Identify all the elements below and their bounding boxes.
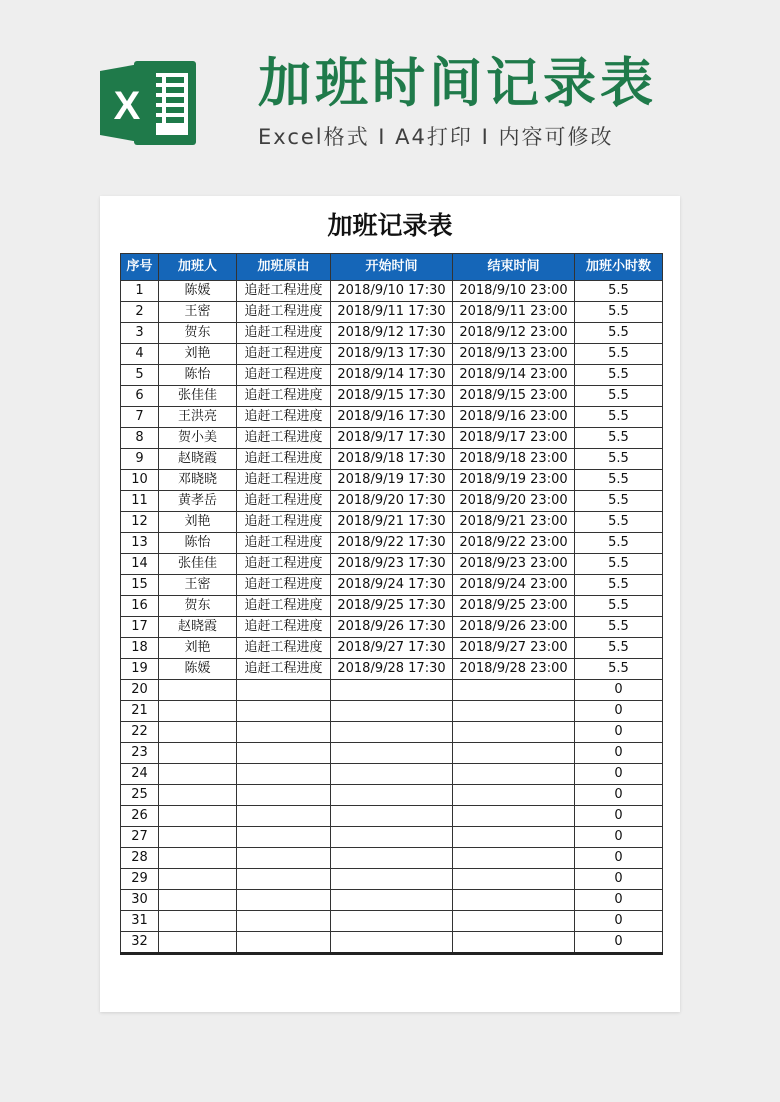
cell-hours[interactable]: 5.5 — [575, 533, 663, 554]
table-row — [121, 554, 663, 575]
cell-start-time[interactable]: 2018/9/15 17:30 — [331, 386, 453, 407]
table-row — [121, 302, 663, 323]
cell-reason[interactable]: 追赶工程进度 — [237, 596, 331, 617]
table-row — [121, 596, 663, 617]
table-row — [121, 680, 663, 701]
cell-index[interactable]: 32 — [121, 932, 159, 954]
cell-index[interactable]: 11 — [121, 491, 159, 512]
table-row — [121, 428, 663, 449]
cell-reason[interactable] — [237, 785, 331, 806]
cell-person[interactable]: 王洪亮 — [159, 407, 237, 428]
cell-start-time[interactable]: 2018/9/22 17:30 — [331, 533, 453, 554]
cell-index[interactable]: 22 — [121, 722, 159, 743]
cell-index[interactable]: 27 — [121, 827, 159, 848]
cell-person[interactable] — [159, 890, 237, 911]
cell-person[interactable]: 贺东 — [159, 596, 237, 617]
cell-end-time[interactable]: 2018/9/13 23:00 — [453, 344, 575, 365]
cell-end-time[interactable]: 2018/9/19 23:00 — [453, 470, 575, 491]
cell-end-time[interactable] — [453, 932, 575, 954]
cell-hours[interactable]: 5.5 — [575, 638, 663, 659]
cell-start-time[interactable]: 2018/9/18 17:30 — [331, 449, 453, 470]
cell-person[interactable]: 赵晓霞 — [159, 449, 237, 470]
cell-hours[interactable]: 5.5 — [575, 407, 663, 428]
cell-index[interactable]: 28 — [121, 848, 159, 869]
cell-person[interactable]: 赵晓霞 — [159, 617, 237, 638]
table-row — [121, 638, 663, 659]
cell-index[interactable]: 23 — [121, 743, 159, 764]
cell-end-time[interactable]: 2018/9/10 23:00 — [453, 281, 575, 302]
cell-person[interactable]: 陈媛 — [159, 281, 237, 302]
table-row — [121, 932, 663, 954]
cell-hours[interactable]: 0 — [575, 680, 663, 701]
cell-index[interactable]: 16 — [121, 596, 159, 617]
table-row — [121, 407, 663, 428]
cell-hours[interactable]: 5.5 — [575, 428, 663, 449]
table-row — [121, 365, 663, 386]
cell-reason[interactable]: 追赶工程进度 — [237, 491, 331, 512]
cell-end-time[interactable]: 2018/9/23 23:00 — [453, 554, 575, 575]
cell-person[interactable]: 陈怡 — [159, 365, 237, 386]
cell-reason[interactable]: 追赶工程进度 — [237, 344, 331, 365]
cell-reason[interactable] — [237, 911, 331, 932]
cell-index[interactable]: 31 — [121, 911, 159, 932]
cell-hours[interactable]: 0 — [575, 932, 663, 954]
cell-person[interactable] — [159, 680, 237, 701]
cell-end-time[interactable]: 2018/9/16 23:00 — [453, 407, 575, 428]
cell-person[interactable]: 王密 — [159, 575, 237, 596]
cell-end-time[interactable]: 2018/9/22 23:00 — [453, 533, 575, 554]
cell-hours[interactable]: 5.5 — [575, 302, 663, 323]
cell-index[interactable]: 24 — [121, 764, 159, 785]
page-title: 加班时间记录表 — [258, 53, 657, 114]
cell-person[interactable] — [159, 911, 237, 932]
cell-end-time[interactable]: 2018/9/20 23:00 — [453, 491, 575, 512]
cell-hours[interactable]: 0 — [575, 764, 663, 785]
cell-start-time[interactable] — [331, 911, 453, 932]
cell-end-time[interactable]: 2018/9/21 23:00 — [453, 512, 575, 533]
cell-end-time[interactable]: 2018/9/17 23:00 — [453, 428, 575, 449]
cell-person[interactable]: 黄孝岳 — [159, 491, 237, 512]
cell-index[interactable]: 14 — [121, 554, 159, 575]
cell-start-time[interactable]: 2018/9/26 17:30 — [331, 617, 453, 638]
cell-hours[interactable]: 5.5 — [575, 344, 663, 365]
cell-hours[interactable]: 5.5 — [575, 323, 663, 344]
cell-end-time[interactable]: 2018/9/27 23:00 — [453, 638, 575, 659]
cell-person[interactable]: 张佳佳 — [159, 386, 237, 407]
cell-hours[interactable]: 5.5 — [575, 281, 663, 302]
cell-end-time[interactable]: 2018/9/25 23:00 — [453, 596, 575, 617]
cell-person[interactable] — [159, 722, 237, 743]
cell-hours[interactable]: 5.5 — [575, 512, 663, 533]
cell-end-time[interactable] — [453, 764, 575, 785]
cell-start-time[interactable] — [331, 932, 453, 954]
table-row — [121, 470, 663, 491]
cell-reason[interactable]: 追赶工程进度 — [237, 575, 331, 596]
cell-end-time[interactable] — [453, 848, 575, 869]
column-header-hours[interactable]: 加班小时数 — [575, 254, 663, 281]
cell-reason[interactable]: 追赶工程进度 — [237, 302, 331, 323]
cell-person[interactable]: 王密 — [159, 302, 237, 323]
cell-index[interactable]: 8 — [121, 428, 159, 449]
cell-hours[interactable]: 0 — [575, 869, 663, 890]
table-row — [121, 617, 663, 638]
cell-hours[interactable]: 5.5 — [575, 365, 663, 386]
cell-end-time[interactable] — [453, 785, 575, 806]
cell-start-time[interactable] — [331, 890, 453, 911]
cell-hours[interactable]: 5.5 — [575, 554, 663, 575]
cell-end-time[interactable]: 2018/9/28 23:00 — [453, 659, 575, 680]
cell-hours[interactable]: 0 — [575, 911, 663, 932]
cell-end-time[interactable]: 2018/9/24 23:00 — [453, 575, 575, 596]
table-row — [121, 806, 663, 827]
cell-person[interactable]: 贺东 — [159, 323, 237, 344]
cell-hours[interactable]: 0 — [575, 848, 663, 869]
table-row — [121, 848, 663, 869]
cell-reason[interactable] — [237, 701, 331, 722]
cell-index[interactable]: 30 — [121, 890, 159, 911]
cell-reason[interactable] — [237, 932, 331, 954]
cell-start-time[interactable] — [331, 722, 453, 743]
cell-reason[interactable]: 追赶工程进度 — [237, 554, 331, 575]
cell-hours[interactable]: 0 — [575, 827, 663, 848]
cell-start-time[interactable]: 2018/9/13 17:30 — [331, 344, 453, 365]
table-row — [121, 701, 663, 722]
cell-reason[interactable] — [237, 764, 331, 785]
table-row — [121, 911, 663, 932]
cell-start-time[interactable]: 2018/9/25 17:30 — [331, 596, 453, 617]
cell-reason[interactable]: 追赶工程进度 — [237, 470, 331, 491]
cell-index[interactable]: 29 — [121, 869, 159, 890]
cell-index[interactable]: 3 — [121, 323, 159, 344]
cell-start-time[interactable] — [331, 764, 453, 785]
cell-index[interactable]: 7 — [121, 407, 159, 428]
cell-reason[interactable] — [237, 743, 331, 764]
cell-index[interactable]: 25 — [121, 785, 159, 806]
cell-hours[interactable]: 5.5 — [575, 386, 663, 407]
cell-end-time[interactable] — [453, 743, 575, 764]
cell-start-time[interactable]: 2018/9/27 17:30 — [331, 638, 453, 659]
cell-start-time[interactable]: 2018/9/23 17:30 — [331, 554, 453, 575]
cell-reason[interactable] — [237, 890, 331, 911]
cell-person[interactable] — [159, 785, 237, 806]
table-row — [121, 386, 663, 407]
cell-hours[interactable]: 0 — [575, 701, 663, 722]
cell-hours[interactable]: 5.5 — [575, 596, 663, 617]
cell-reason[interactable]: 追赶工程进度 — [237, 323, 331, 344]
cell-reason[interactable]: 追赶工程进度 — [237, 407, 331, 428]
cell-reason[interactable]: 追赶工程进度 — [237, 533, 331, 554]
cell-end-time[interactable]: 2018/9/15 23:00 — [453, 386, 575, 407]
cell-index[interactable]: 9 — [121, 449, 159, 470]
cell-index[interactable]: 12 — [121, 512, 159, 533]
table-row — [121, 743, 663, 764]
cell-reason[interactable] — [237, 869, 331, 890]
cell-start-time[interactable]: 2018/9/24 17:30 — [331, 575, 453, 596]
cell-reason[interactable] — [237, 680, 331, 701]
cell-index[interactable]: 10 — [121, 470, 159, 491]
cell-reason[interactable]: 追赶工程进度 — [237, 638, 331, 659]
cell-reason[interactable] — [237, 722, 331, 743]
cell-hours[interactable]: 0 — [575, 722, 663, 743]
cell-hours[interactable]: 5.5 — [575, 659, 663, 680]
table-row — [121, 533, 663, 554]
cell-person[interactable]: 陈怡 — [159, 533, 237, 554]
cell-index[interactable]: 4 — [121, 344, 159, 365]
cell-person[interactable]: 刘艳 — [159, 344, 237, 365]
cell-hours[interactable]: 5.5 — [575, 617, 663, 638]
cell-index[interactable]: 6 — [121, 386, 159, 407]
cell-reason[interactable]: 追赶工程进度 — [237, 659, 331, 680]
cell-hours[interactable]: 0 — [575, 890, 663, 911]
cell-person[interactable] — [159, 701, 237, 722]
cell-end-time[interactable] — [453, 680, 575, 701]
cell-start-time[interactable]: 2018/9/12 17:30 — [331, 323, 453, 344]
table-row — [121, 449, 663, 470]
table-row — [121, 323, 663, 344]
cell-person[interactable] — [159, 764, 237, 785]
cell-end-time[interactable] — [453, 806, 575, 827]
cell-start-time[interactable]: 2018/9/21 17:30 — [331, 512, 453, 533]
table-row — [121, 785, 663, 806]
cell-end-time[interactable] — [453, 722, 575, 743]
column-header-index[interactable]: 序号 — [121, 254, 159, 281]
cell-person[interactable] — [159, 932, 237, 954]
cell-start-time[interactable] — [331, 806, 453, 827]
cell-start-time[interactable]: 2018/9/14 17:30 — [331, 365, 453, 386]
cell-end-time[interactable]: 2018/9/14 23:00 — [453, 365, 575, 386]
cell-start-time[interactable] — [331, 785, 453, 806]
cell-reason[interactable]: 追赶工程进度 — [237, 617, 331, 638]
table-row — [121, 491, 663, 512]
cell-index[interactable]: 5 — [121, 365, 159, 386]
table-row — [121, 659, 663, 680]
cell-index[interactable]: 17 — [121, 617, 159, 638]
cell-reason[interactable]: 追赶工程进度 — [237, 365, 331, 386]
cell-hours[interactable]: 5.5 — [575, 449, 663, 470]
cell-person[interactable] — [159, 806, 237, 827]
cell-reason[interactable]: 追赶工程进度 — [237, 512, 331, 533]
cell-reason[interactable] — [237, 827, 331, 848]
cell-person[interactable]: 贺小美 — [159, 428, 237, 449]
cell-start-time[interactable]: 2018/9/17 17:30 — [331, 428, 453, 449]
cell-reason[interactable] — [237, 848, 331, 869]
cell-person[interactable] — [159, 848, 237, 869]
cell-end-time[interactable]: 2018/9/18 23:00 — [453, 449, 575, 470]
cell-reason[interactable]: 追赶工程进度 — [237, 281, 331, 302]
cell-reason[interactable]: 追赶工程进度 — [237, 449, 331, 470]
cell-reason[interactable]: 追赶工程进度 — [237, 428, 331, 449]
column-header-start-time[interactable]: 开始时间 — [331, 254, 453, 281]
cell-reason[interactable]: 追赶工程进度 — [237, 386, 331, 407]
cell-hours[interactable]: 0 — [575, 743, 663, 764]
cell-start-time[interactable] — [331, 869, 453, 890]
sheet-title: 加班记录表 — [327, 211, 453, 240]
cell-end-time[interactable] — [453, 827, 575, 848]
cell-person[interactable] — [159, 827, 237, 848]
column-header-end-time[interactable]: 结束时间 — [453, 254, 575, 281]
cell-end-time[interactable] — [453, 890, 575, 911]
cell-index[interactable]: 19 — [121, 659, 159, 680]
cell-index[interactable]: 2 — [121, 302, 159, 323]
cell-hours[interactable]: 5.5 — [575, 575, 663, 596]
column-header-reason[interactable]: 加班原由 — [237, 254, 331, 281]
cell-person[interactable] — [159, 743, 237, 764]
excel-icon — [100, 57, 198, 149]
cell-index[interactable]: 20 — [121, 680, 159, 701]
cell-start-time[interactable] — [331, 743, 453, 764]
cell-start-time[interactable]: 2018/9/16 17:30 — [331, 407, 453, 428]
table-header-row — [121, 254, 663, 281]
table-row — [121, 869, 663, 890]
cell-reason[interactable] — [237, 806, 331, 827]
cell-start-time[interactable]: 2018/9/28 17:30 — [331, 659, 453, 680]
cell-person[interactable]: 邓晓晓 — [159, 470, 237, 491]
cell-start-time[interactable]: 2018/9/20 17:30 — [331, 491, 453, 512]
cell-start-time[interactable]: 2018/9/11 17:30 — [331, 302, 453, 323]
table-row — [121, 575, 663, 596]
table-row — [121, 281, 663, 302]
cell-index[interactable]: 18 — [121, 638, 159, 659]
table-row — [121, 344, 663, 365]
logo-letter: X — [113, 84, 141, 128]
cell-end-time[interactable] — [453, 701, 575, 722]
cell-person[interactable]: 刘艳 — [159, 512, 237, 533]
cell-end-time[interactable]: 2018/9/12 23:00 — [453, 323, 575, 344]
cell-hours[interactable]: 0 — [575, 785, 663, 806]
cell-end-time[interactable]: 2018/9/26 23:00 — [453, 617, 575, 638]
spreadsheet-page — [100, 196, 680, 1012]
cell-start-time[interactable]: 2018/9/10 17:30 — [331, 281, 453, 302]
cell-start-time[interactable] — [331, 848, 453, 869]
cell-person[interactable] — [159, 869, 237, 890]
cell-index[interactable]: 15 — [121, 575, 159, 596]
column-header-person[interactable]: 加班人 — [159, 254, 237, 281]
cell-index[interactable]: 21 — [121, 701, 159, 722]
cell-person[interactable]: 张佳佳 — [159, 554, 237, 575]
table-row — [121, 764, 663, 785]
cell-start-time[interactable] — [331, 680, 453, 701]
cell-start-time[interactable]: 2018/9/19 17:30 — [331, 470, 453, 491]
table-row — [121, 512, 663, 533]
cell-index[interactable]: 13 — [121, 533, 159, 554]
cell-index[interactable]: 26 — [121, 806, 159, 827]
table-row — [121, 722, 663, 743]
cell-hours[interactable]: 0 — [575, 806, 663, 827]
table-row — [121, 827, 663, 848]
cell-hours[interactable]: 5.5 — [575, 491, 663, 512]
overtime-table — [120, 253, 663, 955]
cell-end-time[interactable] — [453, 869, 575, 890]
cell-index[interactable]: 1 — [121, 281, 159, 302]
cell-person[interactable]: 刘艳 — [159, 638, 237, 659]
cell-hours[interactable]: 5.5 — [575, 470, 663, 491]
cell-end-time[interactable] — [453, 911, 575, 932]
cell-start-time[interactable] — [331, 701, 453, 722]
page-subtitle: Excel格式 I A4打印 I 内容可修改 — [258, 125, 614, 149]
cell-start-time[interactable] — [331, 827, 453, 848]
table-row — [121, 890, 663, 911]
cell-person[interactable]: 陈媛 — [159, 659, 237, 680]
cell-end-time[interactable]: 2018/9/11 23:00 — [453, 302, 575, 323]
